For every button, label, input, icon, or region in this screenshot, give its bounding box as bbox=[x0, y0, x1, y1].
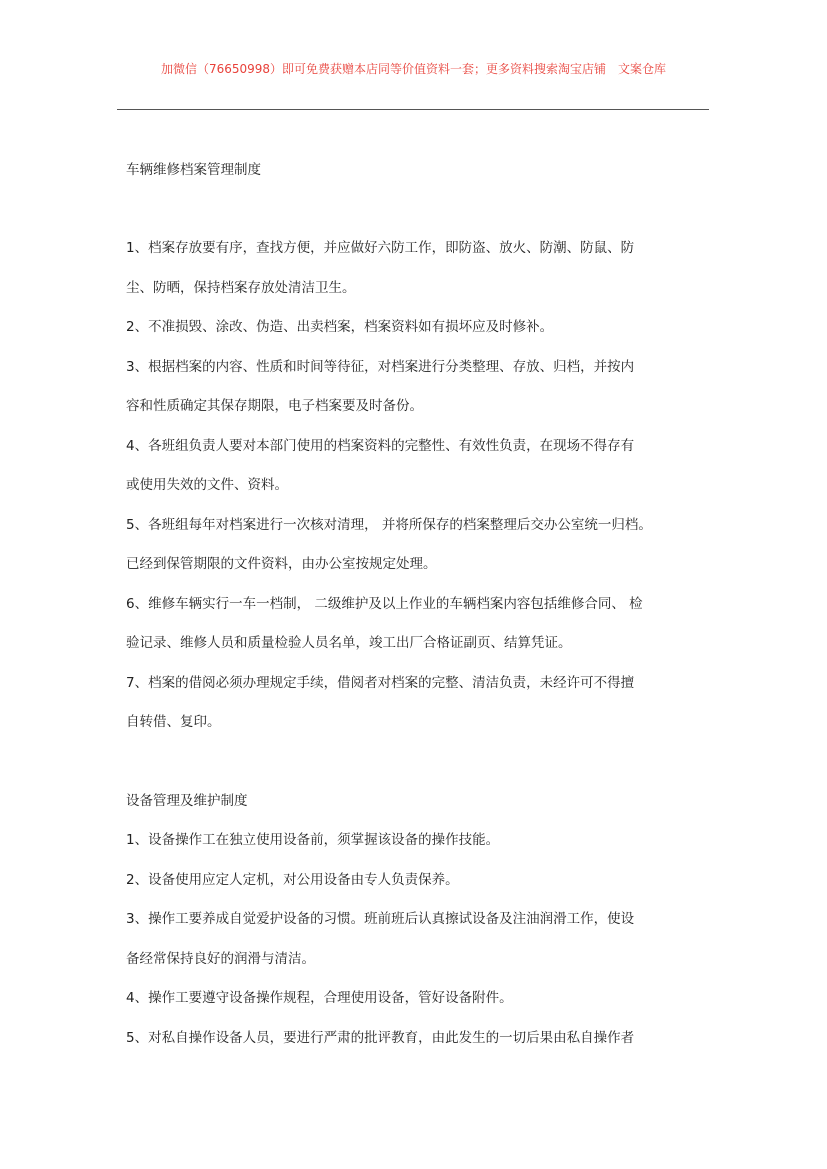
rule-line: 5、各班组每年对档案进行一次核对清理， 并将所保存的档案整理后交办公室统一归档。 bbox=[126, 516, 652, 533]
section-title-equipment-management: 设备管理及维护制度 bbox=[126, 792, 248, 809]
rule-line: 1、档案存放要有序，查找方便，并应做好六防工作，即防盗、放火、防潮、防鼠、防 bbox=[126, 240, 635, 256]
rule-line: 已经到保管期限的文件资料，由办公室按规定处理。 bbox=[126, 556, 437, 572]
document-body bbox=[126, 160, 696, 1067]
equipment-rule-1 bbox=[126, 830, 696, 850]
rule-line: 4、各班组负责人要对本部门使用的档案资料的完整性、有效性负责，在现场不得存有 bbox=[126, 437, 635, 454]
archive-rule-7 bbox=[126, 673, 696, 733]
rule-line: 5、对私自操作设备人员，要进行严肃的批评教育，由此发生的一切后果由私自操作者 bbox=[126, 1029, 635, 1046]
rule-line: 验记录、维修人员和质量检验人员名单，竣工出厂合格证副页、结算凭证。 bbox=[126, 635, 572, 651]
archive-rule-1 bbox=[126, 238, 696, 298]
archive-rule-4 bbox=[126, 436, 696, 496]
rule-line: 2、不准损毁、涂改、伪造、出卖档案，档案资料如有损坏应及时修补。 bbox=[126, 319, 554, 335]
section-title-archive-management: 车辆维修档案管理制度 bbox=[126, 162, 261, 178]
rule-line: 7、档案的借阅必须办理规定手续，借阅者对档案的完整、清洁负责，未经许可不得擅 bbox=[126, 674, 635, 691]
rule-line: 备经常保持良好的润滑与清洁。 bbox=[126, 950, 315, 967]
rule-line: 容和性质确定其保存期限，电子档案要及时备份。 bbox=[126, 398, 423, 414]
equipment-rule-5 bbox=[126, 1028, 696, 1048]
archive-rule-3 bbox=[126, 357, 696, 417]
header-promo-note: 加微信（76650998）即可免费获赠本店同等价值资料一套；更多资料搜索淘宝店铺 文案仓库 bbox=[160, 62, 667, 76]
archive-rule-5 bbox=[126, 515, 696, 575]
equipment-rule-3 bbox=[126, 909, 696, 969]
rule-line: 3、根据档案的内容、性质和时间等待征，对档案进行分类整理、存放、归档，并按内 bbox=[126, 358, 635, 375]
archive-rule-2 bbox=[126, 317, 696, 337]
rule-line: 尘、防晒，保持档案存放处清洁卫生。 bbox=[126, 279, 356, 296]
rule-line: 6、维修车辆实行一车一档制， 二级维护及以上作业的车辆档案内容包括维修合同、 检 bbox=[126, 595, 643, 612]
header-divider bbox=[117, 109, 709, 110]
rule-line: 1、设备操作工在独立使用设备前，须掌握该设备的操作技能。 bbox=[126, 832, 500, 848]
rule-line: 3、操作工要养成自觉爱护设备的习惯。班前班后认真擦试设备及注油润滑工作，使设 bbox=[126, 911, 635, 927]
equipment-rule-2 bbox=[126, 870, 696, 890]
equipment-rule-4 bbox=[126, 988, 696, 1008]
archive-rule-6 bbox=[126, 594, 696, 654]
rule-line: 自转借、复印。 bbox=[126, 714, 221, 730]
rule-line: 或使用失效的文件、资料。 bbox=[126, 477, 288, 493]
rule-line: 4、操作工要遵守设备操作规程，合理使用设备，管好设备附件。 bbox=[126, 990, 513, 1006]
rule-line: 2、设备使用应定人定机，对公用设备由专人负责保养。 bbox=[126, 871, 459, 888]
